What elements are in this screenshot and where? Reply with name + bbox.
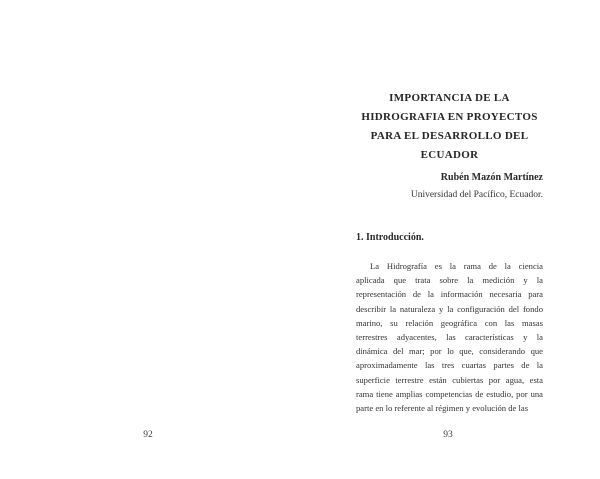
author-name: Rubén Mazón Martínez xyxy=(440,172,543,183)
body-line: describir la naturaleza y la configuración del fondo xyxy=(356,303,543,314)
body-line: terrestres adyacentes, las características y la xyxy=(356,331,543,342)
body-line: rama tiene amplias competencias de estudio, por una xyxy=(356,388,543,399)
body-line: dinámica del mar; por lo que, considerando que xyxy=(356,346,543,357)
article-title xyxy=(356,89,543,165)
body-paragraph xyxy=(356,259,543,415)
body-line: marino, su relación geográfica con las masas xyxy=(356,317,543,328)
section-heading: 1. Introducción. xyxy=(356,232,424,243)
article-title-line: ECUADOR xyxy=(420,149,479,161)
body-line: aproximadamente las tres cuartas partes de la xyxy=(356,360,543,371)
body-line: aplicada que trata sobre la medición y la xyxy=(356,275,543,286)
page-number-left: 92 xyxy=(143,430,153,440)
body-line: parte en lo referente al régimen y evolución de las xyxy=(356,402,529,413)
body-line: superficie terrestre están cubiertas por agua, esta xyxy=(356,374,543,385)
article-title-line: IMPORTANCIA DE LA xyxy=(389,92,510,104)
article-title-line: PARA EL DESARROLLO DEL xyxy=(370,130,529,142)
body-line: La Hidrografía es la rama de la ciencia xyxy=(370,261,543,271)
page-number-right: 93 xyxy=(443,430,453,440)
author-affiliation: Universidad del Pacífico, Ecuador. xyxy=(410,190,543,200)
body-line: representación de la información necesaria para xyxy=(356,289,543,300)
article-title-line: HIDROGRAFIA EN PROYECTOS xyxy=(361,111,538,123)
